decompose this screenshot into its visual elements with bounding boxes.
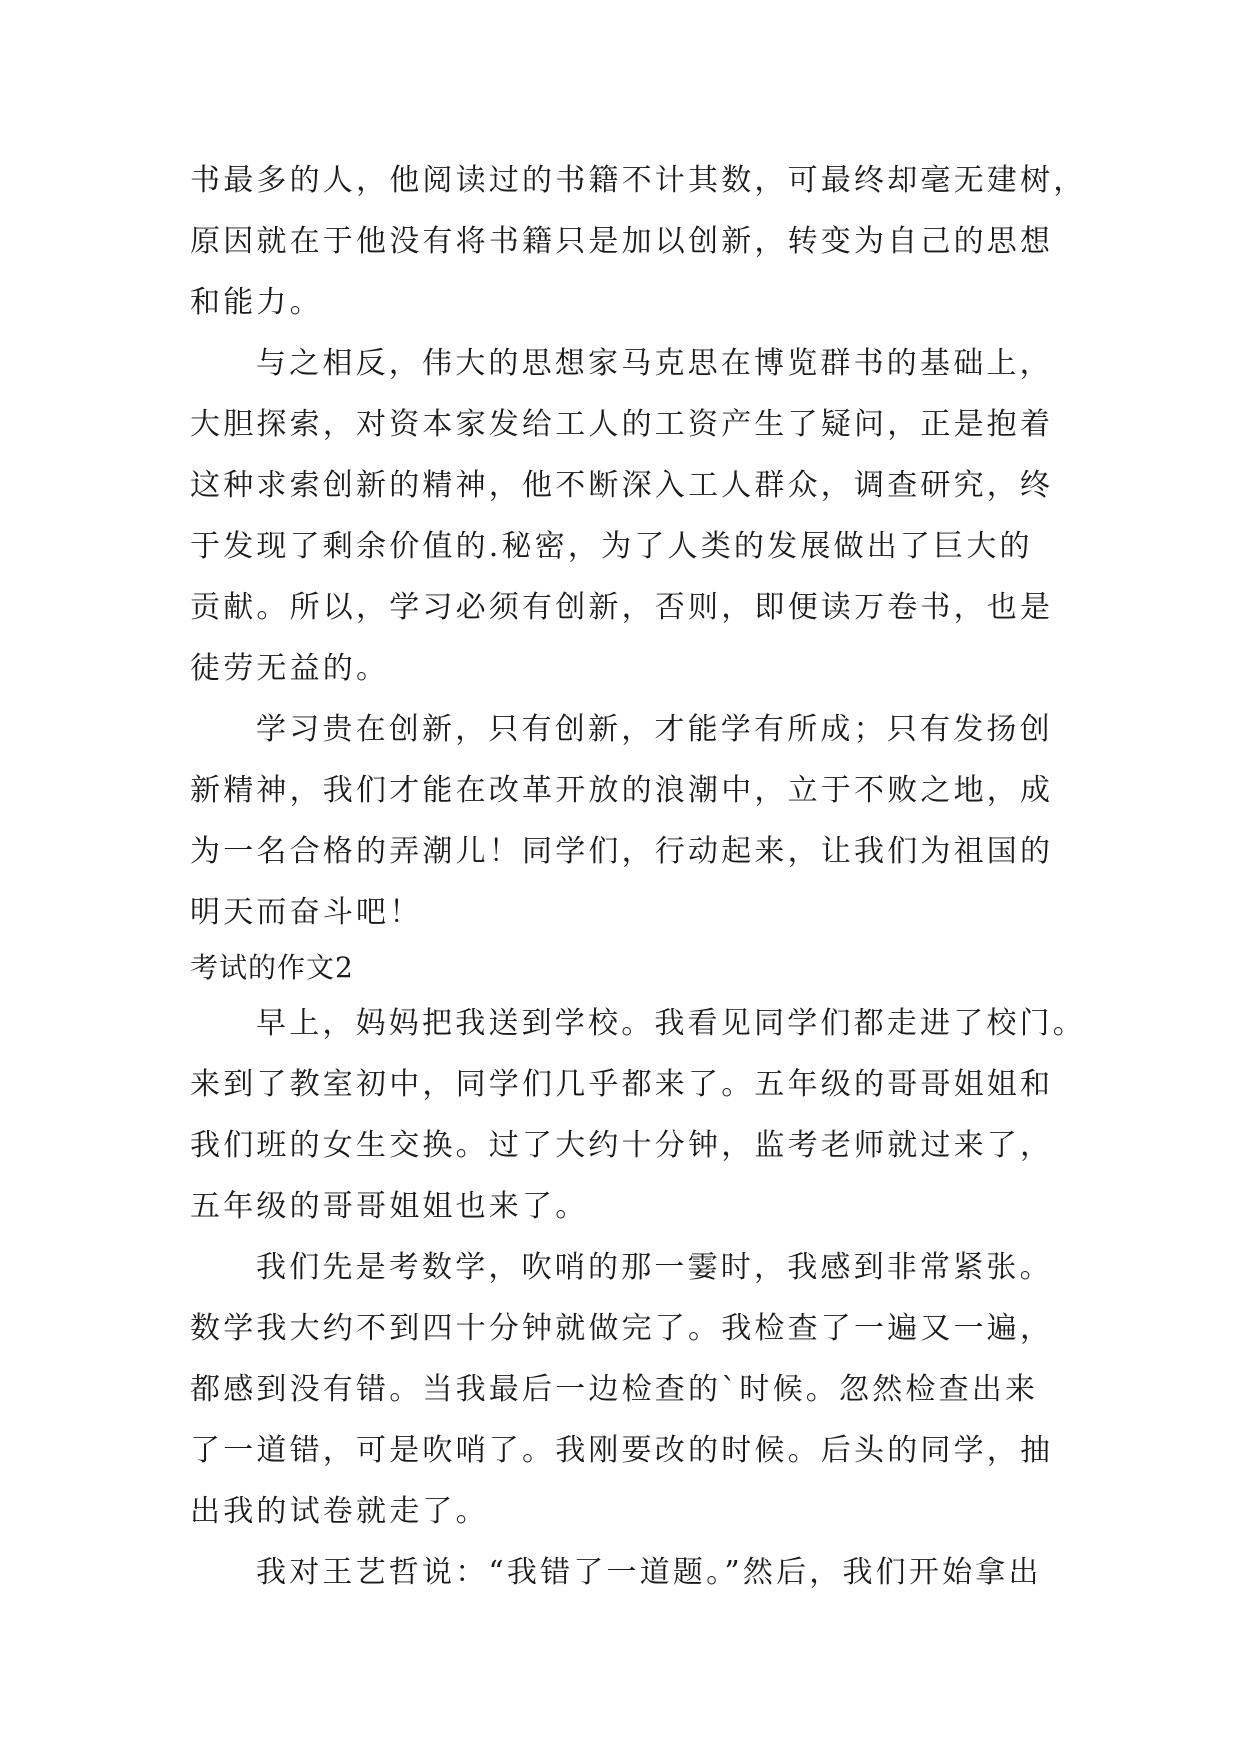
text-line: 我们先是考数学，吹哨的那一霎时，我感到非常紧张。 — [256, 1250, 1053, 1285]
paragraph-6 — [190, 1542, 1060, 1603]
text-line: 我对王艺哲说：“我错了一道题。”然后，我们开始拿出 — [256, 1555, 1042, 1590]
text-line: 明天而奋斗吧！ — [190, 895, 423, 930]
document-page — [190, 150, 1087, 1603]
text-line: 徒劳无益的。 — [190, 651, 390, 686]
paragraph-2 — [190, 333, 1060, 699]
text-line: 大胆探索，对资本家发给工人的工资产生了疑问，正是抱着 — [190, 407, 1054, 442]
text-line: 早上，妈妈把我送到学校。我看见同学们都走进了校门。 — [256, 1006, 1086, 1041]
text-line: 出我的试卷就走了。 — [190, 1494, 489, 1529]
paragraph-3 — [190, 699, 1060, 943]
text-line: 为一名合格的弄潮儿！同学们，行动起来，让我们为祖国的 — [190, 834, 1054, 869]
text-line: 与之相反，伟大的思想家马克思在博览群书的基础上， — [256, 346, 1053, 381]
text-line: 五年级的哥哥姐姐也来了。 — [190, 1189, 589, 1224]
text-line: 书最多的人，他阅读过的书籍不计其数，可最终却毫无建树， — [190, 163, 1087, 198]
text-line: 学习贵在创新，只有创新，才能学有所成；只有发扬创 — [256, 712, 1053, 747]
text-line: 来到了教室初中，同学们几乎都来了。五年级的哥哥姐姐和 — [190, 1067, 1054, 1102]
paragraph-4 — [190, 993, 1086, 1237]
text-line: 贡献。所以，学习必须有创新，否则，即便读万卷书，也是 — [190, 590, 1054, 625]
text-line: 和能力。 — [190, 285, 323, 320]
paragraph-5 — [190, 1237, 1060, 1542]
text-line: 都感到没有错。当我最后一边检查的`时候。忽然检查出来 — [190, 1372, 1039, 1407]
text-line: 我们班的女生交换。过了大约十分钟，监考老师就过来了， — [190, 1128, 1054, 1163]
text-line: 这种求索创新的精神，他不断深入工人群众，调查研究，终 — [190, 468, 1054, 503]
text-line: 了一道错，可是吹哨了。我刚要改的时候。后头的同学，抽 — [190, 1433, 1054, 1468]
text-line: 于发现了剩余价值的.秘密，为了人类的发展做出了巨大的 — [190, 529, 1033, 564]
paragraph-1 — [190, 150, 1087, 333]
text-line: 新精神，我们才能在改革开放的浪潮中，立于不败之地，成 — [190, 773, 1054, 808]
text-line: 原因就在于他没有将书籍只是加以创新，转变为自己的思想 — [190, 224, 1054, 259]
text-line: 数学我大约不到四十分钟就做完了。我检查了一遍又一遍， — [190, 1311, 1054, 1346]
section-title: 考试的作文2 — [190, 951, 354, 984]
